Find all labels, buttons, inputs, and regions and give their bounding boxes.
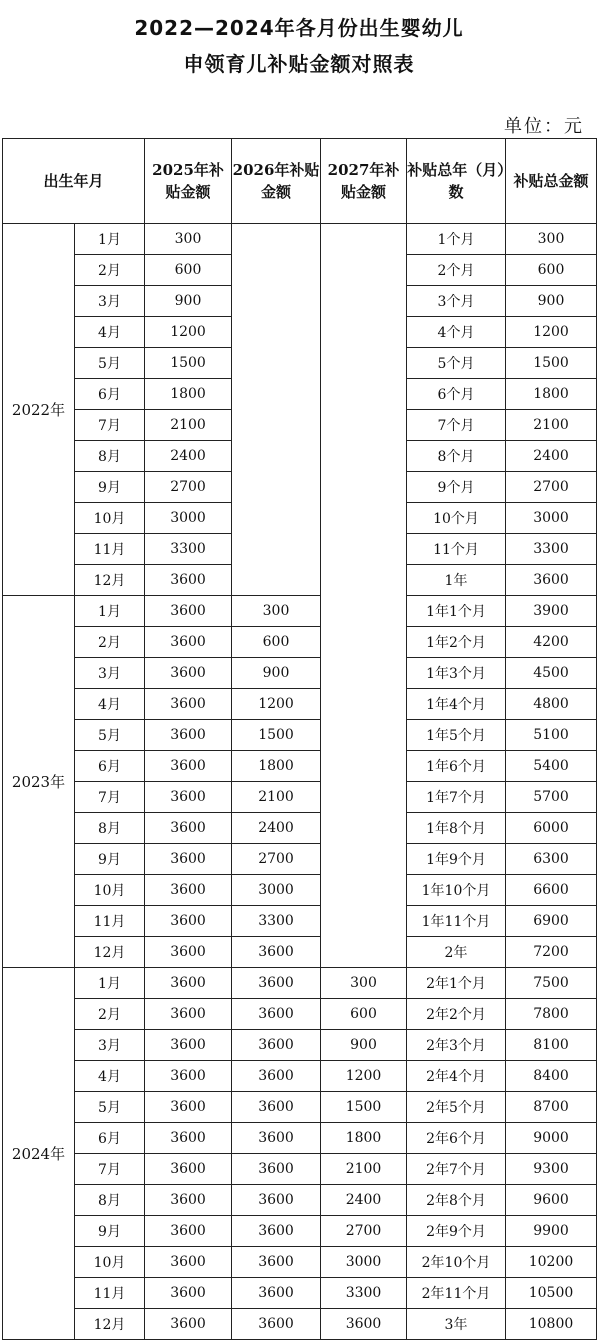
amount-2026-cell: 3600 [232,1185,321,1216]
amount-2026-cell: 3600 [232,1092,321,1123]
table-row [3,1030,597,1061]
amount-2025-cell: 900 [145,286,232,317]
table-row [3,596,597,627]
month-cell: 5月 [75,720,145,751]
header-total-amount: 补贴总金额 [506,139,597,224]
amount-2025-cell: 3600 [145,1247,232,1278]
amount-2025-cell: 2100 [145,410,232,441]
month-cell: 5月 [75,1092,145,1123]
subsidy-table [2,138,597,1340]
total-amount-cell: 6300 [506,844,597,875]
total-amount-cell: 7200 [506,937,597,968]
amount-2026-cell: 300 [232,596,321,627]
amount-2025-cell: 3600 [145,658,232,689]
amount-2027-cell: 300 [321,968,407,999]
amount-2025-cell: 3600 [145,1278,232,1309]
duration-cell: 2年 [407,937,506,968]
header-row [3,139,597,224]
table-row [3,1309,597,1340]
total-amount-cell: 300 [506,224,597,255]
amount-2027-cell: 3000 [321,1247,407,1278]
amount-2025-cell: 3600 [145,875,232,906]
amount-2025-cell: 2400 [145,441,232,472]
total-amount-cell: 1500 [506,348,597,379]
amount-2027-cell: 2400 [321,1185,407,1216]
duration-cell: 1年6个月 [407,751,506,782]
amount-2025-cell: 1800 [145,379,232,410]
duration-cell: 2年9个月 [407,1216,506,1247]
document-title-line2: 申领育儿补贴金额对照表 [183,52,415,76]
month-cell: 2月 [75,627,145,658]
amount-2027-cell: 3300 [321,1278,407,1309]
amount-2026-cell: 3600 [232,1247,321,1278]
total-amount-cell: 600 [506,255,597,286]
table-row [3,720,597,751]
amount-2025-cell: 3600 [145,1216,232,1247]
total-amount-cell: 3300 [506,534,597,565]
total-amount-cell: 5400 [506,751,597,782]
duration-cell: 2年10个月 [407,1247,506,1278]
total-amount-cell: 9000 [506,1123,597,1154]
amount-2026-cell: 2100 [232,782,321,813]
amount-2025-cell: 600 [145,255,232,286]
month-cell: 1月 [75,224,145,255]
table-row [3,937,597,968]
month-cell: 11月 [75,906,145,937]
month-cell: 6月 [75,1123,145,1154]
year-label: 2023年 [3,596,75,968]
table-row [3,1123,597,1154]
table-body [3,224,597,1340]
month-cell: 12月 [75,937,145,968]
amount-2025-cell: 3600 [145,1030,232,1061]
month-cell: 8月 [75,441,145,472]
table-row [3,627,597,658]
month-cell: 9月 [75,844,145,875]
amount-2027-cell: 3600 [321,1309,407,1340]
duration-cell: 1年 [407,565,506,596]
amount-2026-cell: 3600 [232,1061,321,1092]
month-cell: 4月 [75,317,145,348]
total-amount-cell: 2100 [506,410,597,441]
header-2025: 2025年补贴金额 [145,139,232,224]
duration-cell: 2年8个月 [407,1185,506,1216]
total-amount-cell: 6000 [506,813,597,844]
month-cell: 3月 [75,658,145,689]
amount-2025-cell: 2700 [145,472,232,503]
duration-cell: 7个月 [407,410,506,441]
amount-2025-cell: 3600 [145,1154,232,1185]
amount-2026-cell: 3000 [232,875,321,906]
amount-2025-cell: 3600 [145,689,232,720]
duration-cell: 4个月 [407,317,506,348]
duration-cell: 2年11个月 [407,1278,506,1309]
total-amount-cell: 2700 [506,472,597,503]
table-row [3,1154,597,1185]
amount-2027-cell: 1200 [321,1061,407,1092]
month-cell: 8月 [75,813,145,844]
duration-cell: 1年10个月 [407,875,506,906]
duration-cell: 2年6个月 [407,1123,506,1154]
total-amount-cell: 2400 [506,441,597,472]
total-amount-cell: 3600 [506,565,597,596]
month-cell: 7月 [75,410,145,441]
total-amount-cell: 10800 [506,1309,597,1340]
duration-cell: 2年4个月 [407,1061,506,1092]
total-amount-cell: 6900 [506,906,597,937]
amount-2026-cell: 1200 [232,689,321,720]
amount-2026-cell: 900 [232,658,321,689]
amount-2025-cell: 3600 [145,1061,232,1092]
total-amount-cell: 10200 [506,1247,597,1278]
month-cell: 8月 [75,1185,145,1216]
amount-2025-cell: 300 [145,224,232,255]
month-cell: 10月 [75,875,145,906]
table-row [3,1278,597,1309]
month-cell: 1月 [75,968,145,999]
duration-cell: 6个月 [407,379,506,410]
total-amount-cell: 8100 [506,1030,597,1061]
total-amount-cell: 6600 [506,875,597,906]
month-cell: 9月 [75,1216,145,1247]
table-row [3,1185,597,1216]
year-label: 2024年 [3,968,75,1340]
duration-cell: 1年2个月 [407,627,506,658]
duration-cell: 1年8个月 [407,813,506,844]
amount-2025-cell: 3600 [145,906,232,937]
total-amount-cell: 900 [506,286,597,317]
header-2027: 2027年补贴金额 [321,139,407,224]
amount-2025-cell: 3600 [145,565,232,596]
month-cell: 9月 [75,472,145,503]
total-amount-cell: 8400 [506,1061,597,1092]
duration-cell: 5个月 [407,348,506,379]
month-cell: 5月 [75,348,145,379]
table-row [3,689,597,720]
month-cell: 11月 [75,1278,145,1309]
duration-cell: 11个月 [407,534,506,565]
amount-2025-cell: 3600 [145,1309,232,1340]
duration-cell: 1年7个月 [407,782,506,813]
month-cell: 3月 [75,1030,145,1061]
amount-2027-cell: 600 [321,999,407,1030]
amount-2027-cell: 1500 [321,1092,407,1123]
amount-2025-cell: 3600 [145,596,232,627]
month-cell: 6月 [75,751,145,782]
amount-2026-cell: 3600 [232,1123,321,1154]
amount-2026-cell: 3600 [232,1216,321,1247]
table-row [3,782,597,813]
total-amount-cell: 3900 [506,596,597,627]
table-row [3,224,597,255]
amount-2025-cell: 3600 [145,1185,232,1216]
total-amount-cell: 1800 [506,379,597,410]
duration-cell: 2年7个月 [407,1154,506,1185]
header-total-months: 补贴总年（月）数 [407,139,506,224]
amount-2025-cell: 3600 [145,844,232,875]
month-cell: 7月 [75,1154,145,1185]
amount-2027-cell: 2700 [321,1216,407,1247]
unit-label: 单位：元 [504,116,584,137]
table-row [3,844,597,875]
amount-2026-cell: 2400 [232,813,321,844]
total-amount-cell: 5700 [506,782,597,813]
amount-2025-cell: 3600 [145,999,232,1030]
duration-cell: 3个月 [407,286,506,317]
duration-cell: 1年4个月 [407,689,506,720]
table-row [3,1247,597,1278]
duration-cell: 3年 [407,1309,506,1340]
table-row [3,751,597,782]
amount-2025-cell: 1500 [145,348,232,379]
duration-cell: 2个月 [407,255,506,286]
amount-2026-cell: 3300 [232,906,321,937]
amount-2025-cell: 3600 [145,627,232,658]
duration-cell: 1年5个月 [407,720,506,751]
month-cell: 10月 [75,1247,145,1278]
month-cell: 4月 [75,1061,145,1092]
amount-2027-cell: 1800 [321,1123,407,1154]
month-cell: 2月 [75,999,145,1030]
table-row [3,658,597,689]
duration-cell: 2年1个月 [407,968,506,999]
header-2026: 2026年补贴金额 [232,139,321,224]
amount-2026-cell: 2700 [232,844,321,875]
amount-2025-cell: 3600 [145,782,232,813]
total-amount-cell: 9900 [506,1216,597,1247]
total-amount-cell: 7500 [506,968,597,999]
amount-2026-cell: 3600 [232,1030,321,1061]
month-cell: 11月 [75,534,145,565]
total-amount-cell: 8700 [506,1092,597,1123]
amount-2027-cell: 2100 [321,1154,407,1185]
table-row [3,875,597,906]
table-row [3,906,597,937]
document-title-line1: 2022—2024年各月份出生婴幼儿 [134,16,464,40]
table-row [3,1061,597,1092]
total-amount-cell: 9300 [506,1154,597,1185]
table-row [3,1092,597,1123]
amount-2026-cell: 3600 [232,1154,321,1185]
table-row [3,999,597,1030]
amount-2026-cell: 3600 [232,968,321,999]
duration-cell: 2年2个月 [407,999,506,1030]
duration-cell: 1年1个月 [407,596,506,627]
amount-2025-cell: 3000 [145,503,232,534]
amount-2025-cell: 3600 [145,720,232,751]
header-birth: 出生年月 [3,139,145,224]
table-row [3,968,597,999]
duration-cell: 2年5个月 [407,1092,506,1123]
amount-2026-cell: 1800 [232,751,321,782]
month-cell: 6月 [75,379,145,410]
amount-2026-cell: 600 [232,627,321,658]
amount-2026-cell: 3600 [232,937,321,968]
total-amount-cell: 10500 [506,1278,597,1309]
amount-2026-cell: 3600 [232,1278,321,1309]
duration-cell: 9个月 [407,472,506,503]
amount-2026-cell: 3600 [232,1309,321,1340]
amount-2026-cell: 1500 [232,720,321,751]
amount-2025-cell: 3600 [145,1123,232,1154]
amount-2025-cell: 3600 [145,1092,232,1123]
amount-2025-cell: 3600 [145,968,232,999]
total-amount-cell: 4200 [506,627,597,658]
amount-2026-cell: 3600 [232,999,321,1030]
duration-cell: 10个月 [407,503,506,534]
duration-cell: 2年3个月 [407,1030,506,1061]
amount-2025-cell: 3300 [145,534,232,565]
duration-cell: 8个月 [407,441,506,472]
amount-2025-cell: 3600 [145,813,232,844]
month-cell: 10月 [75,503,145,534]
month-cell: 7月 [75,782,145,813]
duration-cell: 1年11个月 [407,906,506,937]
year-label: 2022年 [3,224,75,596]
total-amount-cell: 9600 [506,1185,597,1216]
month-cell: 1月 [75,596,145,627]
table-row [3,1216,597,1247]
month-cell: 12月 [75,565,145,596]
duration-cell: 1年3个月 [407,658,506,689]
month-cell: 2月 [75,255,145,286]
month-cell: 3月 [75,286,145,317]
duration-cell: 1个月 [407,224,506,255]
month-cell: 12月 [75,1309,145,1340]
amount-2026-empty [232,224,321,596]
total-amount-cell: 5100 [506,720,597,751]
amount-2025-cell: 1200 [145,317,232,348]
table-row [3,813,597,844]
duration-cell: 1年9个月 [407,844,506,875]
amount-2025-cell: 3600 [145,937,232,968]
amount-2025-cell: 3600 [145,751,232,782]
total-amount-cell: 3000 [506,503,597,534]
total-amount-cell: 4500 [506,658,597,689]
total-amount-cell: 1200 [506,317,597,348]
total-amount-cell: 7800 [506,999,597,1030]
amount-2027-cell: 900 [321,1030,407,1061]
month-cell: 4月 [75,689,145,720]
total-amount-cell: 4800 [506,689,597,720]
amount-2027-empty [321,224,407,968]
